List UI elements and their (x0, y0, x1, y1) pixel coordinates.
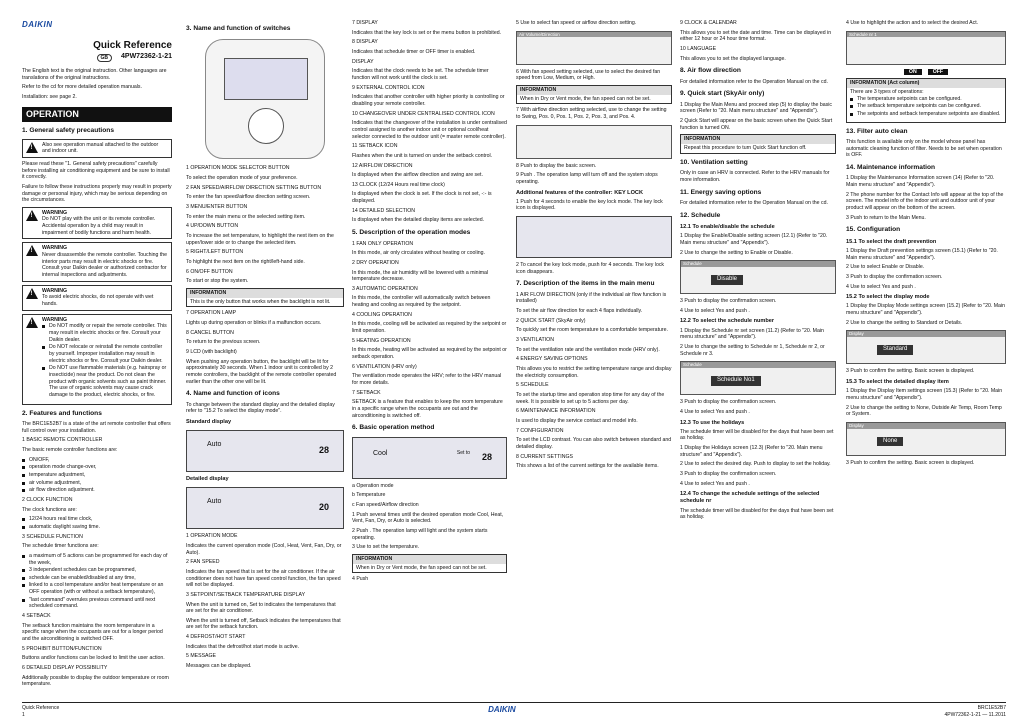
section-8-title: 8. Air flow direction (680, 67, 741, 75)
section-12-title: 12. Schedule (680, 211, 721, 219)
enable-disable-screen-figure: Schedule Disable (680, 260, 836, 294)
note-box: ! Also see operation manual attached to the outdoor and indoor unit. (22, 139, 172, 158)
warning-icon (26, 288, 38, 299)
page-footer: Quick Reference 1 DAIKIN BRC1E52B7 4PW72362-1-21 — 11.2011 (22, 702, 1006, 718)
column-5: 9 CLOCK & CALENDAR This allows you to set the date and time. Time can be displayed in either 12 hour or 24 hour time format. 10 LANGUAGE This allows you to set the displayed language. 8. Air flow direction For detailed information refer to the Operation Manual on the cd. 9. Quick start (SkyAir only) 1 Display the Main Menu and proceed step (5) to display the basic screen (Refer to "20. Main menu structure" and "Appendix"). 2 Quick Start will appear on the basic screen when the Quick Start function is turned ON. INFORMATION Repeat this procedure to turn Quick Start function off. 10. Ventilation setting Only in case an HRV is connected. Refer to the HRV manuals for more information. 11. Energy saving options For detailed information refer to the Operation Manual on the cd. 12. Schedule 12.1 To enable/disable the schedule 1 Display the Enable/Disable setting screen (12.1) (Refer to "20. Main menu structure" and "Appendix"). 2 Use to change the setting to Enable or Disable. Schedule Disable 3 Push to display the confirmation screen. 4 Use to select Yes and push . 12.2 To select the schedule number 1 Display the Schedule nr set screen (11.2) (Refer to "20. Main menu structure" and "Appendix"). 2 Use to change the setting to Schedule nr 1, Schedule nr 2, or Schedule nr 3. Schedule Schedule No1 3 Push to display the confirmation screen. 4 Use to select Yes and push . 12.3 To use the holidays The schedule timer will be disabled for the days that have been set as holiday. 1 Display the Holidays screen (12.3) (Refer to "20. Main menu structure" and "Appendix"). 2 Use to select the desired day. Push to display to set the holiday. 3 Push to display the confirmation screen. 4 Use to select Yes and push . 12.4 To change the schedule settings of the selected schedule nr The schedule timer will be disabled for the days that have been set as holiday. (680, 20, 836, 700)
section-11-title: 11. Energy saving options (680, 188, 762, 196)
section-7-title: 7. Description of the items in the main menu (516, 280, 655, 288)
column-2: 3. Name and function of switches 1 OPERATION MODE SELECTOR BUTTON To select the operation mode of your preference. 2 FAN SPEED/AIRFLOW DIRECTION SETTING BUTTON To enter the fan speed/airflow direction setting screen. 3 MENU/ENTER BUTTON To enter the main menu or the selected setting item. 4 UP/DOWN BUTTON To increase the set temperature, to highlight the next item on the upper/lower side or to change the selected item. 5 RIGHT/LEFT BUTTON To highlight the next item on the right/left-hand side. 6 ON/OFF BUTTON To start or stop the system. INFORMATION This is the only button that works when the backlight is not lit. 7 OPERATION LAMP Lights up during operation or blinks if a malfunction occurs. 8 CANCEL BUTTON To return to the previous screen. 9 LCD (with backlight) When pushing any operation button, the backlight will be lit for approximately 30 seconds. When 1 indoor unit is controlled by 2 remote controllers, the backlight of the remote controller operated earlier than the other one will be lit. 4. Name and function of icons To change between the standard display and the detailed display refer to "15.2 To select the display mode". Standard display Auto 28 Detailed display Auto 20 1 OPERATION MODE Indicates the current operation mode (Cool, Heat, Vent, Fan, Dry, or Auto). 2 FAN SPEED Indicates the fan speed that is set for the air conditioner. If the air conditioner does not have fan speed control function, the fan speed will not be displayed. 3 SETPOINT/SETBACK TEMPERATURE DISPLAY When the unit is turned on, Set to indicates the temperatures that are set for the air conditioner. When the unit is turned off, Setback indicates the temperatures that are set for the setback function. 4 DEFROST/HOT START Indicates that the defrost/hot start mode is active. 5 MESSAGE Messages can be displayed. (186, 20, 344, 700)
section-9-title: 9. Quick start (SkyAir only) (680, 90, 765, 98)
remote-lcd (224, 58, 308, 100)
schedule-number-screen-figure: Schedule Schedule No1 (680, 361, 836, 395)
footer-logo: DAIKIN (488, 705, 516, 715)
section-4-title: 4. Name and function of icons (186, 390, 280, 398)
section-10-title: 10. Ventilation setting (680, 158, 748, 166)
display-item-screen-figure: Display None (846, 422, 1006, 456)
warning-icon (26, 317, 38, 328)
brand-logo: DAIKIN (22, 20, 53, 29)
basic-operation-figure: Cool Set to 28 (352, 437, 507, 479)
fan-setting-screen-figure: Air Volume/Direction (516, 31, 672, 65)
info-box: INFORMATION Repeat this procedure to turn Quick Start function off. (680, 134, 836, 153)
section-13-title: 13. Filter auto clean (846, 127, 908, 135)
warning-box-2: ! WARNING Never disassemble the remote controller. Touching the interior parts may result in electric shocks or fire. Consult your Daikin dealer or authorized contractor for internal inspections and adjustments. (22, 242, 172, 281)
section-6-title: 6. Basic operation method (352, 424, 435, 432)
operation-bar: OPERATION (22, 107, 172, 123)
info-box: INFORMATION When in Dry or Vent mode, the fan speed can not be set. (352, 554, 507, 573)
warning-box-3: ! WARNING To avoid electric shocks, do not operate with wet hands. (22, 285, 172, 311)
language-badge: GB (97, 54, 113, 62)
schedule-action-screen-figure: Schedule nr 1 (846, 31, 1006, 65)
section-5-title: 5. Description of the operation modes (352, 229, 471, 237)
airflow-screen-figure (516, 125, 672, 159)
section-2-title: 2. Features and functions (22, 409, 102, 417)
f1-list: ON/OFF, operation mode change-over, temperature adjustment, air volume adjustment, air flow direction adjustment. (22, 457, 172, 494)
key-lock-figure (516, 216, 672, 258)
doc-title: Quick Reference (93, 40, 172, 52)
intro-p2: Refer to the cd for more detailed operation manuals. (22, 84, 142, 91)
info-box: INFORMATION This is the only button that works when the backlight is not lit. (186, 288, 344, 307)
standard-display-figure: Auto 28 (186, 430, 344, 472)
column-4: 5 Use to select fan speed or airflow direction setting. Air Volume/Direction 6 With fan speed setting selected, use to select the desired fan speed from Low, Medium, or High. INFORMATION When in Dry or Vent mode, the fan speed can not be set. 7 With airflow direction setting selected, use to change the setting to Swing, Pos. 0, Pos. 1, Pos. 2, Pos. 3, and Pos. 4. 8 Push to display the basic screen. 9 Push . The operation lamp will turn off and the system stops operating. Additional features of the controller: KEY LOCK 1 Push for 4 seconds to enable the key lock mode. The key lock icon is displayed. 2 To cancel the key lock mode, push for 4 seconds. The key lock icon disappears. 7. Description of the items in the main menu 1 AIR FLOW DIRECTION (only if the individual air flow function is installed) To set the air flow direction for each 4 flaps individually. 2 QUICK START (SkyAir only) To quickly set the room temperature to a comfortable temperature. 3 VENTILATION To set the ventilation rate and the ventilation mode (HRV only). 4 ENERGY SAVING OPTIONS This allows you to restrict the setting temperature range and display the electricity consumption. 5 SCHEDULE To set the startup time and operation stop time for any day of the week. It is possible to set up to 5 actions per day. 6 MAINTENANCE INFORMATION Is used to display the service contact and model info. 7 CONFIGURATION To set the LCD contrast. You can also switch between standard and detailed display. 8 CURRENT SETTINGS This shows a list of the current settings for the available items. (516, 20, 672, 470)
part-number: 4PW72362-1-21 (121, 53, 172, 61)
column-1: DAIKIN Quick Reference 4PW72362-1-21 GB The English text is the original instruction. Other languages are translations of the original instructions. Refer to the cd for more detailed operation manuals. Installation: see page 2. OPERATION 1. General safety precautions ! Also see operation manual attached to the outdoor and indoor unit. Please read these "1. General safety precautions" carefully before installing air conditioning equipment and be sure to install it correctly. Failure to follow these instructions properly may result in property damage or personal injury, which may be serious depending on the circumstances. ! WARNING Do NOT play with the unit or its remote controller. Accidental operation by a child may result in impairment of bodily functions and harm health. ! WARNING Never disassemble the remote controller. Touching the interior parts may result in electric shocks or fire. Consult your Daikin dealer or authorized contractor for internal inspections and adjustments. ! WARNING To avoid electric shocks, do not operate with wet hands. ! WARNING Do NOT modify or repair the remote controller. This may result in electric shocks or fire. Consult your Daikin dealer. Do NOT relocate or reinstall the remote controller by yourself. Improper installation may result in electric shocks or fire. Consult your Daikin dealer. Do NOT use flammable materials (e.g. hairspray or insecticide) near the product. Do not clean the product with organic solvents such as paint thinner. The use of organic solvents may cause crack damage to the product, electric shocks, or fire. 2. Features and functions The BRC1E52B7 is a state of the art remote controller that offers full control over your installation. 1 BASIC REMOTE CONTROLLER The basic remote controller functions are: ON/OFF, operation mode change-over, temperature adjustment, air volume adjustment, air flow direction adjustment. 2 CLOCK FUNCTION The clock functions are: 12/24 hours real time clock, automatic daylight saving time. 3 SCHEDULE FUNCTION The schedule timer functions are: a maximum of 5 actions can be programmed for each day of the week, 3 independent schedules can be programmed, schedule can be enabled/disabled at any time, linked to a cool temperature and/or heat temperature or an OFF operation (with or without a setback temperature), "last command" overrules previous command until next scheduled command. 4 SETBACK The setback function maintains the room temperature in a specific range when the occupants are out for a longer period and the airconditioning is switched OFF. 5 PROHIBIT BUTTON/FUNCTION Buttons and/or functions can be locked to limit the user action. 6 DETAILED DISPLAY POSSIBILITY Additionally possible to display the outdoor temperature or room temperature. (22, 20, 172, 700)
warning-icon (26, 142, 38, 153)
display-mode-screen-figure: Display Standard (846, 330, 1006, 364)
remote-dpad (248, 108, 284, 144)
warning-box-4: ! WARNING Do NOT modify or repair the remote controller. This may result in electric shocks or fire. Consult your Daikin dealer. Do NOT relocate or reinstall the remote controller by yourself. Improper installation may result in electric shocks or fire. Consult your Daikin dealer. Do NOT use flammable materials (e.g. hairspray or insecticide) near the product. Do not clean the product with organic solvents such as paint thinner. The use of organic solvents may cause crack damage to the product, electric shocks, or fire. (22, 314, 172, 405)
warning-icon (26, 245, 38, 256)
info-box: INFORMATION When in Dry or Vent mode, the fan speed can not be set. (516, 85, 672, 104)
info-box: INFORMATION (Act column) There are 3 types of operations: The temperature setpoints can be configured. The setback temperature setpoints can be configured. The setpoints and setback temperature setpoints are disabled. (846, 78, 1006, 122)
column-6: 4 Use to highlight the action and to select the desired Act. Schedule nr 1 ON OFF INFORMATION (Act column) There are 3 types of operations: The temperature setpoints can be configured. The setback temperature setpoints can be configured. The setpoints and setback temperature setpoints are disabled. 13. Filter auto clean This function is available only on the model whose panel has automatic cleaning function of filter. Needs to be set when operation is OFF. 14. Maintenance information 1 Display the Maintenance Information screen (14) (Refer to "20. Main menu structure" and "Appendix"). 2 The phone number for the Contact Info will appear at the top of the screen. The model info of the indoor unit and outdoor unit of your product will appear on the bottom of the screen. 3 Push to return to the Main Menu. 15. Configuration 15.1 To select the draft prevention 1 Display the Draft prevention settings screen (15.1) (Refer to "20. Main menu structure" and "Appendix"). 2 Use to select Enable or Disable. 3 Push to display the confirmation screen. 4 Use to select Yes and push . 15.2 To select the display mode 1 Display the Display Mode settings screen (15.2) (Refer to "20. Main menu structure" and "Appendix"). 2 Use to change the setting to Standard or Details. Display Standard 3 Push to confirm the setting. Basic screen is displayed. 15.3 To select the detailed display item 1 Display the Display Item settings screen (15.3) (Refer to "20. Main menu structure" and "Appendix"). 2 Use to change the setting to None, Outside Air Temp, Room Temp or System. Display None 3 Push to confirm the setting. Basic screen is displayed. (846, 20, 1005, 466)
section-14-title: 14. Maintenance information (846, 164, 936, 171)
remote-controller-figure (205, 39, 325, 159)
column-3: 7 DISPLAY Indicates that the key lock is set or the menu button is prohibited. 8 DISPLAY Indicates that schedule timer or OFF timer is enabled. DISPLAY Indicates that the clock needs to be set. The schedule timer function will not work until the clock is set. 9 EXTERNAL CONTROL ICON Indicates that another controller with higher priority is controlling or disabling your remote controller. 10 CHANGEOVER UNDER CENTRALISED CONTROL ICON Indicates that the changeover of the installation is under centralised control assigned to another indoor unit or optional cool/heat selector connected to the outdoor unit (= master remote controller). 11 SETBACK ICON Flashes when the unit is turned on under the setback control. 12 AIRFLOW DIRECTION Is displayed when the airflow direction and swing are set. 13 CLOCK (12/24 Hours real time clock) Is displayed when the clock is set. If the clock is not set, -:- is displayed. 14 DETAILED SELECTION Is displayed when the detailed display items are selected. 5. Description of the operation modes 1 FAN ONLY OPERATION In this mode, air only circulates without heating or cooling. 2 DRY OPERATION In this mode, the air humidity will be lowered with a minimal temperature decrease. 3 AUTOMATIC OPERATION In this mode, the controller will automatically switch between heating and cooling as required by the setpoint. 4 COOLING OPERATION In this mode, cooling will be activated as required by the setpoint or limit operation. 5 HEATING OPERATION In this mode, heating will be activated as required by the setpoint or setback operation. 6 VENTILATION (HRV only) The ventilation mode operates the HRV; refer to the HRV manual for more details. 7 SETBACK SETBACK is a feature that enables to keep the room temperature in a specific range when the occupants are out and the airconditioning is switched off. 6. Basic operation method Cool Set to 28 a Operation mode b Temperature c Fan speed/Airflow direction 1 Push several times until the desired operation mode Cool, Heat, Vent, Fan, Dry, or Auto is selected. 2 Push . The operation lamp will light and the system starts operating. 3 Use to set the temperature. INFORMATION When in Dry or Vent mode, the fan speed can not be set. 4 Push (352, 20, 507, 583)
intro-p3: Installation: see page 2. (22, 93, 77, 100)
on-off-selector: ON OFF (846, 69, 1006, 76)
detailed-display-figure: Auto 20 (186, 487, 344, 529)
warning-icon (26, 210, 38, 221)
section-3-title: 3. Name and function of switches (186, 25, 291, 32)
section-15-title: 15. Configuration (846, 226, 901, 234)
section-1-title: 1. General safety precautions (22, 127, 114, 135)
intro-p1: The English text is the original instruction. Other languages are translations of the original instructions. (22, 67, 167, 81)
warning-box-1: ! WARNING Do NOT play with the unit or its remote controller. Accidental operation by a child may result in impairment of bodily functions and harm health. (22, 207, 172, 240)
